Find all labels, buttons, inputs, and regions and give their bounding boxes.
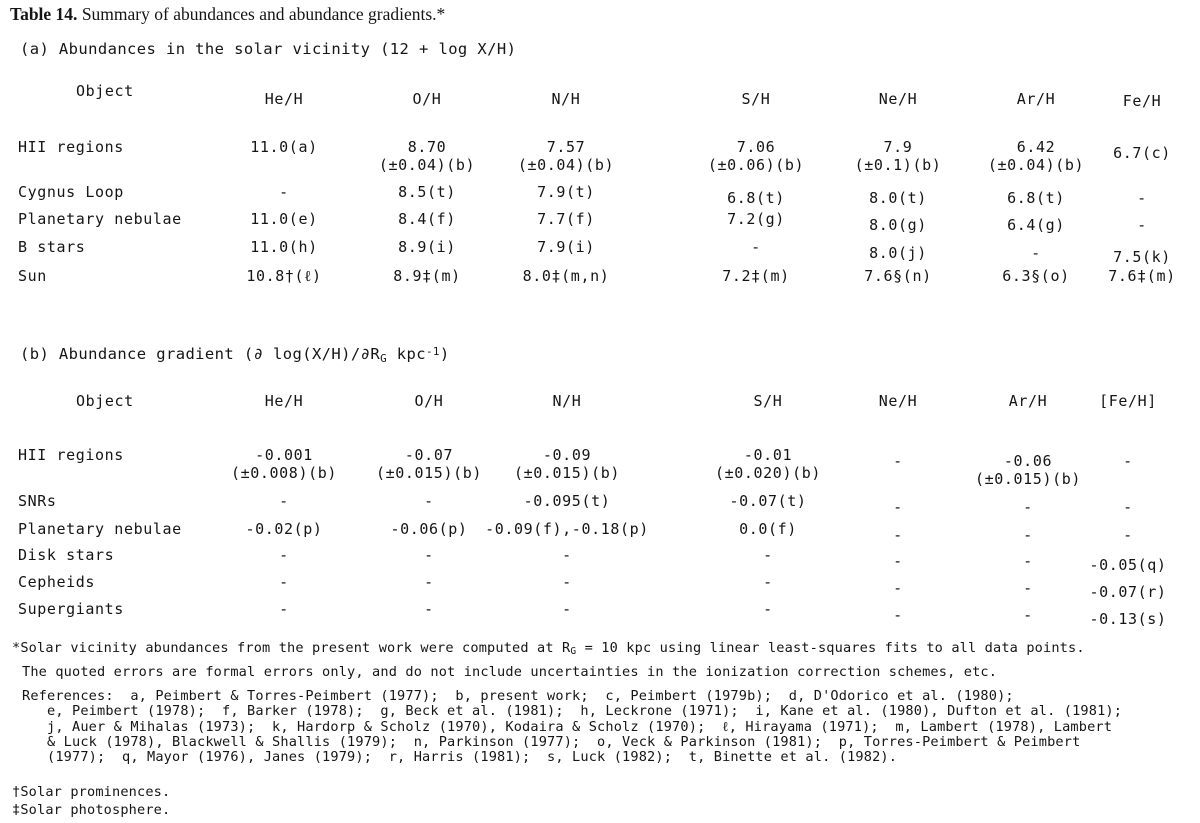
row-label: HII regions [18,446,124,464]
row-label: Supergiants [18,600,124,618]
table-cell: - [1123,452,1133,470]
table-cell: - [893,498,903,516]
column-header-nh: N/H [552,392,582,410]
table-cell: - [1137,189,1147,207]
section-b-heading [20,345,450,363]
table-cell: - [1137,216,1147,234]
table-cell: - [763,600,773,618]
table-cell: 8.70 [407,138,447,156]
table-cell: 11.0(h) [250,238,318,256]
column-header-oh: O/H [414,392,444,410]
table-cell: 7.5(k) [1113,248,1171,266]
footnote-line-1-prefix: *Solar vicinity abundances from the present work were computed at R [12,640,571,656]
table-cell: - [763,573,773,591]
column-header-arh: Ar/H [1016,90,1056,108]
table-cell: (±0.015)(b) [975,470,1081,488]
footnote-line-1 [12,640,1085,658]
table-cell: 8.4(f) [398,210,456,228]
table-cell: 7.9 [883,138,913,156]
table-cell: 7.6‡(m) [1108,267,1176,285]
table-cell: -0.01 [743,446,793,464]
table-cell: 8.9‡(m) [393,267,461,285]
column-header-sh: S/H [741,90,771,108]
table-cell: (±0.04)(b) [517,156,615,174]
table-cell: 8.0(g) [869,216,927,234]
section-b-heading-sup: -1 [425,345,440,359]
table-cell: 8.5(t) [398,183,456,201]
row-label: Cygnus Loop [18,183,124,201]
table-cell: -0.06(p) [390,520,468,538]
footnote-line-2: The quoted errors are formal errors only, and do not include uncertainties in the ionization correction schemes, etc. [22,664,998,680]
table-cell: -0.07 [404,446,454,464]
table-cell: 7.2‡(m) [722,267,790,285]
table-cell: - [893,526,903,544]
table-cell: - [562,600,572,618]
table-cell: - [424,573,434,591]
table-cell: - [562,573,572,591]
table-cell: 10.8†(ℓ) [246,267,322,285]
table-caption: Summary of abundances and abundance gradients.* [81,4,446,24]
table-cell: 7.2(g) [727,210,785,228]
table-cell: - [1023,579,1033,597]
table-cell: 7.9(i) [537,238,595,256]
section-b-heading-mid: kpc [387,345,426,363]
column-header-nh: N/H [551,90,581,108]
table-cell: 7.57 [546,138,586,156]
table-cell: 6.8(t) [727,189,785,207]
table-cell: - [1123,526,1133,544]
table-cell: 11.0(e) [250,210,318,228]
table-cell: - [1023,526,1033,544]
table-cell: -0.07(t) [729,492,807,510]
row-label: Planetary nebulae [18,520,182,538]
reference-line: e, Peimbert (1978); f, Barker (1978); g, Beck et al. (1981); h, Leckrone (1971); i, Kane et al. (1980), Dufton et al. (1981); [22,703,1123,720]
column-header-object: Object [76,82,134,100]
row-label: B stars [18,238,86,256]
row-label: SNRs [18,492,57,510]
reference-line: References: a, Peimbert & Torres-Peimbert (1977); b, present work; c, Peimbert (1979b); d, D'Odorico et al. (1980); [22,688,1014,704]
section-b-heading-sub: G [380,351,388,365]
section-b-heading-prefix: (b) Abundance gradient (∂ log(X/H)/∂R [20,345,381,363]
table-cell: -0.095(t) [523,492,611,510]
table-cell: - [1123,498,1133,516]
table-cell: - [424,546,434,564]
column-header-neh: Ne/H [878,90,918,108]
table-cell: - [424,492,434,510]
row-label: Disk stars [18,546,115,564]
table-cell: 8.9(i) [398,238,456,256]
column-header-arh: Ar/H [1008,392,1048,410]
table-cell: 8.0‡(m,n) [522,267,610,285]
table-cell: -0.05(q) [1089,556,1167,574]
table-cell: - [1023,498,1033,516]
table-cell: - [279,492,289,510]
section-a-heading: (a) Abundances in the solar vicinity (12 + log X/H) [20,40,517,58]
table-cell: -0.13(s) [1089,610,1167,628]
table-cell: 6.7(c) [1113,144,1171,162]
table-cell: - [893,579,903,597]
table-cell: -0.001 [255,446,313,464]
symbol-note: ‡Solar photosphere. [12,802,171,818]
table-cell: (±0.04)(b) [987,156,1085,174]
table-cell: - [279,573,289,591]
footnote-line-1-suffix: = 10 kpc using linear least-squares fits to all data points. [576,640,1085,656]
column-header-object: Object [76,392,134,410]
table-cell: - [893,552,903,570]
column-header-feh: [Fe/H] [1099,392,1157,410]
table-title [10,4,445,25]
table-cell: -0.02(p) [245,520,323,538]
table-cell: - [279,600,289,618]
table-cell: 6.8(t) [1007,189,1065,207]
table-cell: - [279,546,289,564]
table-cell: 8.0(j) [869,244,927,262]
table-cell: (±0.008)(b) [231,464,337,482]
table-cell: 7.06 [736,138,776,156]
footnote-line-1-sub: G [570,646,577,658]
table-cell: 0.0(f) [739,520,797,538]
column-header-heh: He/H [264,392,304,410]
table-cell: (±0.04)(b) [378,156,476,174]
row-label: HII regions [18,138,124,156]
table-cell: -0.09(f),-0.18(p) [485,520,649,538]
table-cell: 6.42 [1016,138,1056,156]
table-cell: - [1031,244,1041,262]
table-cell: - [562,546,572,564]
reference-line: j, Auer & Mihalas (1973); k, Hardorp & Scholz (1970), Kodaira & Scholz (1970); ℓ, Hirayama (1971); m, Lambert (1978), Lambert [22,718,1113,735]
table-cell: - [1023,606,1033,624]
table-cell: - [279,183,289,201]
table-label: Table 14. [10,4,78,24]
table-cell: 7.9(t) [537,183,595,201]
table-cell: (±0.1)(b) [854,156,942,174]
row-label: Sun [18,267,47,285]
table-cell: (±0.020)(b) [715,464,821,482]
symbol-note: †Solar prominences. [12,784,171,800]
table-cell: - [893,606,903,624]
table-cell: 7.7(f) [537,210,595,228]
reference-line: & Luck (1978), Blackwell & Shallis (1979); n, Parkinson (1977); o, Veck & Parkinson (1981); p, Torres-Peimbert & Peimbert [22,733,1081,750]
table-cell: - [1023,552,1033,570]
reference-line: (1977); q, Mayor (1976), Janes (1979); r, Harris (1981); s, Luck (1982); t, Binette et al. (1982). [22,749,898,766]
column-header-oh: O/H [412,90,442,108]
table-cell: -0.07(r) [1089,583,1167,601]
table-cell: -0.06 [1003,452,1053,470]
table-cell: (±0.015)(b) [514,464,620,482]
row-label: Planetary nebulae [18,210,182,228]
table-cell: 8.0(t) [869,189,927,207]
column-header-heh: He/H [264,90,304,108]
table-cell: 7.6§(n) [864,267,932,285]
column-header-sh: S/H [753,392,783,410]
table-cell: 6.3§(o) [1002,267,1070,285]
section-b-heading-suffix: ) [439,345,450,363]
column-header-neh: Ne/H [878,392,918,410]
table-cell: - [424,600,434,618]
table-cell: (±0.015)(b) [376,464,482,482]
table-cell: 6.4(g) [1007,216,1065,234]
table-cell: - [751,238,761,256]
table-cell: - [763,546,773,564]
column-header-feh: Fe/H [1122,92,1162,110]
table-cell: - [893,452,903,470]
row-label: Cepheids [18,573,96,591]
table-cell: -0.09 [542,446,592,464]
table-cell: (±0.06)(b) [707,156,805,174]
table-cell: 11.0(a) [250,138,318,156]
